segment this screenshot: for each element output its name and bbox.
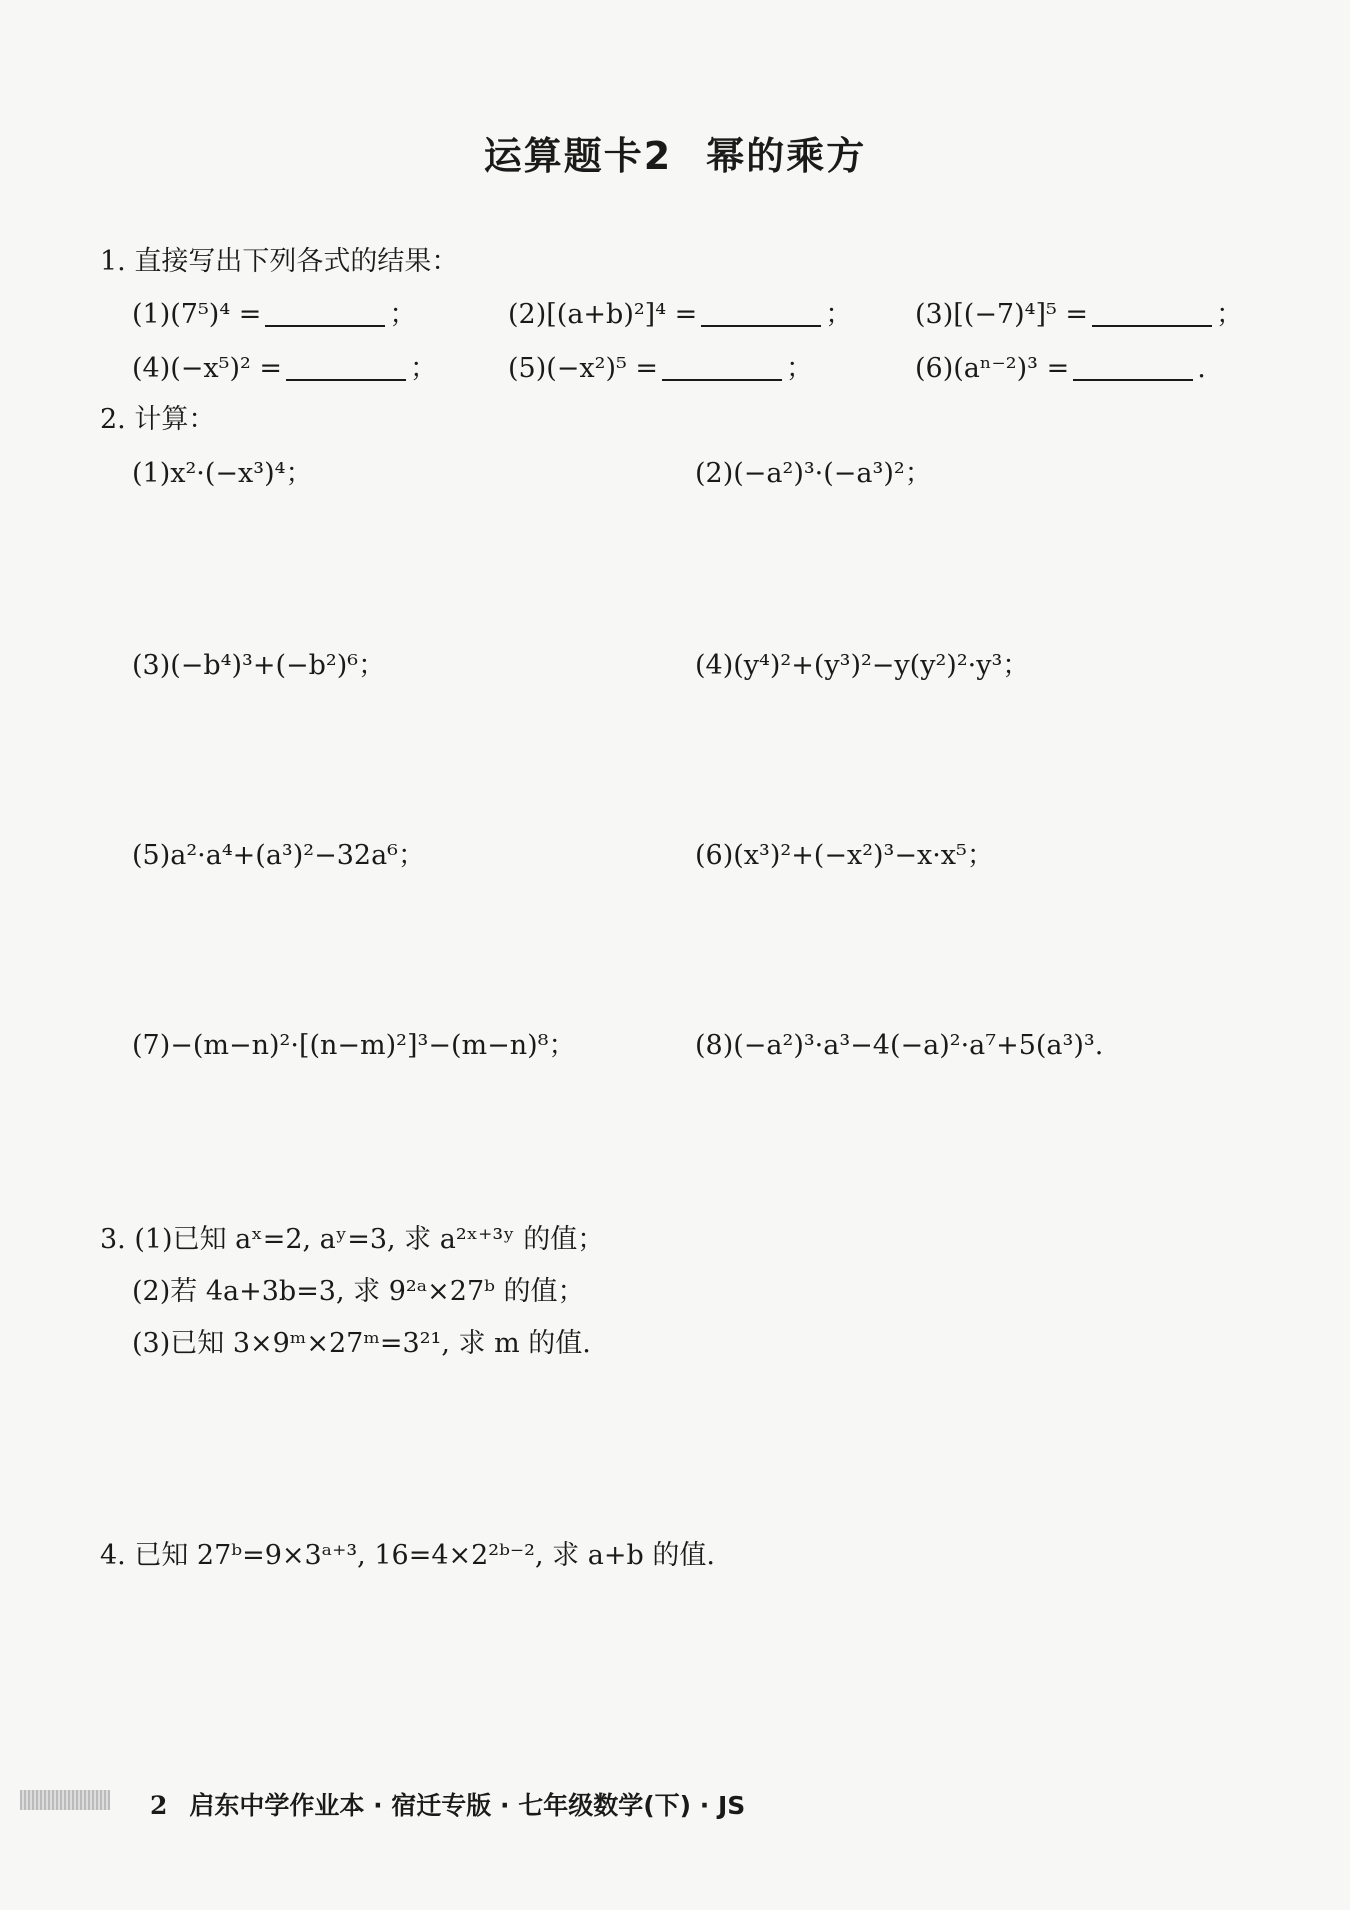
q1-item-6-expr: (6)(aⁿ⁻²)³ = (915, 353, 1070, 384)
q1-item-5: (5)(−x²)⁵ = ； (508, 353, 814, 384)
q2-item-7: (7)−(m−n)²·[(n−m)²]³−(m−n)⁸； (132, 1030, 576, 1061)
answer-blank[interactable] (1073, 352, 1193, 381)
q1-item-4-expr: (4)(−x⁵)² = (132, 353, 283, 384)
q1-item-1-expr: (1)(7⁵)⁴ = (132, 299, 262, 330)
q2-prompt: 2. 计算： (100, 404, 216, 435)
answer-blank[interactable] (662, 352, 782, 381)
page-footer (150, 1786, 745, 1822)
title-card-label: 运算题卡2 (483, 134, 673, 178)
q1-item-3-expr: (3)[(−7)⁴]⁵ = (915, 299, 1089, 330)
q2-item-3: (3)(−b⁴)³+(−b²)⁶； (132, 650, 386, 681)
answer-blank[interactable] (286, 352, 406, 381)
q1-item-6: (6)(aⁿ⁻²)³ = . (915, 353, 1206, 384)
q1-item-5-expr: (5)(−x²)⁵ = (508, 353, 659, 384)
page-title (0, 125, 1350, 180)
q1-item-4: (4)(−x⁵)² = ； (132, 353, 438, 384)
q1-item-1: (1)(7⁵)⁴ = ； (132, 299, 417, 330)
q2-item-2: (2)(−a²)³·(−a³)²； (695, 458, 932, 489)
q1-item-2: (2)[(a+b)²]⁴ = ； (508, 299, 853, 330)
footer-decoration (20, 1790, 110, 1810)
book-title: 启东中学作业本 · 宿迁专版 · 七年级数学(下) · JS (189, 1791, 746, 1820)
q3-item-2: (2)若 4a+3b=3, 求 9²ᵃ×27ᵇ 的值； (132, 1276, 585, 1307)
q2-item-6: (6)(x³)²+(−x²)³−x·x⁵； (695, 840, 994, 871)
q2-item-8: (8)(−a²)³·a³−4(−a)²·a⁷+5(a³)³. (695, 1030, 1104, 1061)
q1-item-3: (3)[(−7)⁴]⁵ = ； (915, 299, 1244, 330)
q2-item-5: (5)a²·a⁴+(a³)²−32a⁶； (132, 840, 426, 871)
q3-item-1: 3. (1)已知 aˣ=2, aʸ=3, 求 a²ˣ⁺³ʸ 的值； (100, 1224, 605, 1255)
q2-item-1: (1)x²·(−x³)⁴； (132, 458, 313, 489)
title-topic: 幂的乘方 (706, 134, 867, 178)
q1-prompt: 1. 直接写出下列各式的结果： (100, 246, 459, 277)
answer-blank[interactable] (701, 298, 821, 327)
answer-blank[interactable] (265, 298, 385, 327)
answer-blank[interactable] (1092, 298, 1212, 327)
page-number: 2 (150, 1791, 168, 1820)
q3-item-3: (3)已知 3×9ᵐ×27ᵐ=3²¹, 求 m 的值. (132, 1328, 591, 1359)
q2-item-4: (4)(y⁴)²+(y³)²−y(y²)²·y³； (695, 650, 1030, 681)
q4-text: 4. 已知 27ᵇ=9×3ᵃ⁺³, 16=4×2²ᵇ⁻², 求 a+b 的值. (100, 1540, 715, 1571)
q1-item-2-expr: (2)[(a+b)²]⁴ = (508, 299, 698, 330)
